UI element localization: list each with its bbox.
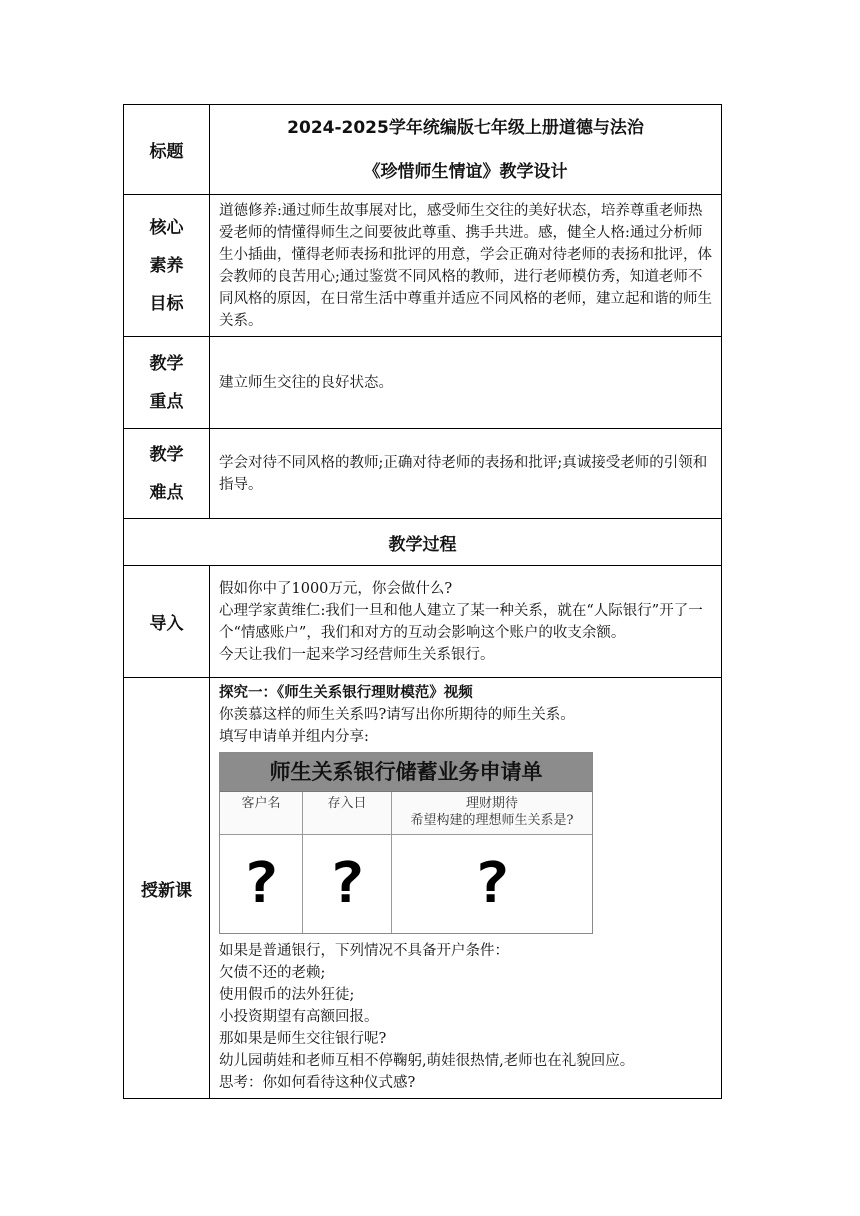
title-label: 标题 bbox=[124, 105, 210, 195]
form-cell bbox=[303, 835, 392, 933]
key-point-label: 教学 重点 bbox=[124, 337, 210, 429]
form-cell bbox=[392, 835, 592, 933]
new-lesson-row bbox=[124, 678, 722, 1099]
intro-label: 导入 bbox=[124, 566, 210, 678]
question-mark-icon: ? bbox=[328, 851, 366, 916]
process-title: 教学过程 bbox=[124, 519, 722, 566]
new-lesson-text bbox=[210, 678, 722, 1099]
application-form-image bbox=[219, 752, 593, 934]
difficulty-row bbox=[124, 429, 722, 519]
lesson-plan-table bbox=[123, 104, 722, 1099]
intro-row bbox=[124, 566, 722, 678]
lesson-line: 填写申请单并组内分享: bbox=[219, 729, 369, 745]
intro-line: 今天让我们一起来学习经营师生关系银行。 bbox=[219, 646, 495, 663]
key-point-text: 建立师生交往的良好状态。 bbox=[210, 337, 722, 429]
form-title: 师生关系银行储蓄业务申请单 bbox=[220, 753, 592, 792]
intro-text bbox=[210, 566, 722, 678]
form-col-customer: 客户名 bbox=[220, 792, 303, 835]
core-goals-text: 道德修养:通过师生故事展对比，感受师生交往的美好状态，培养尊重老师热爱老师的情懂得师生之间要彼此尊重、携手共进。感，健全人格:通过分析师生小插曲，懂得老师表扬和批评的用意，学会正确对待老师的表扬和批评，体会教师的良苦用心;通过鉴赏不同风格的教师，进行老师模仿秀，知道老师不同风格的原因，在日常生活中尊重并适应不同风格的老师，建立起和谐的师生关系。 bbox=[210, 195, 722, 337]
core-goals-label: 核心 素养 目标 bbox=[124, 195, 210, 337]
lesson-line: 如果是普通银行，下列情况不具备开户条件： bbox=[219, 943, 509, 959]
form-grid bbox=[220, 792, 592, 933]
lesson-line: 使用假币的法外狂徒; bbox=[219, 987, 355, 1003]
form-cell bbox=[220, 835, 303, 933]
difficulty-label: 教学 难点 bbox=[124, 429, 210, 519]
lesson-line: 幼儿园萌娃和老师互相不停鞠躬,萌娃很热情,老师也在礼貌回应。 bbox=[219, 1053, 635, 1069]
question-mark-icon: ? bbox=[242, 851, 280, 916]
intro-line: 心理学家黄维仁:我们一旦和他人建立了某一种关系，就在“人际银行”开了一个“情感账户”，我们和对方的互动会影响这个账户的收支余额。 bbox=[219, 602, 703, 641]
lesson-line: 欠债不还的老赖; bbox=[219, 965, 326, 981]
process-row bbox=[124, 519, 722, 566]
question-mark-icon: ? bbox=[473, 851, 511, 916]
title-line-1: 2024-2025学年统编版七年级上册道德与法治 bbox=[287, 117, 644, 138]
form-col-expectation: 理财期待 希望构建的理想师生关系是? bbox=[392, 792, 592, 835]
lesson-line: 小投资期望有高额回报。 bbox=[219, 1009, 379, 1025]
form-col-date: 存入日 bbox=[303, 792, 392, 835]
lesson-line: 那如果是师生交往银行呢? bbox=[219, 1031, 387, 1047]
new-lesson-label: 授新课 bbox=[124, 678, 210, 1099]
difficulty-text: 学会对待不同风格的教师;正确对待老师的表扬和批评;真诚接受老师的引领和指导。 bbox=[210, 429, 722, 519]
explore-heading: 探究一：《师生关系银行理财模范》视频 bbox=[219, 685, 473, 701]
intro-line: 假如你中了1000万元，你会做什么? bbox=[219, 580, 453, 597]
key-point-row bbox=[124, 337, 722, 429]
document-title bbox=[210, 105, 722, 195]
title-row bbox=[124, 105, 722, 195]
lesson-line: 思考：你如何看待这种仪式感? bbox=[219, 1075, 416, 1091]
lesson-line: 你羡慕这样的师生关系吗?请写出你所期待的师生关系。 bbox=[219, 707, 575, 723]
title-line-2: 《珍惜师生情谊》教学设计 bbox=[363, 161, 568, 182]
core-goals-row bbox=[124, 195, 722, 337]
